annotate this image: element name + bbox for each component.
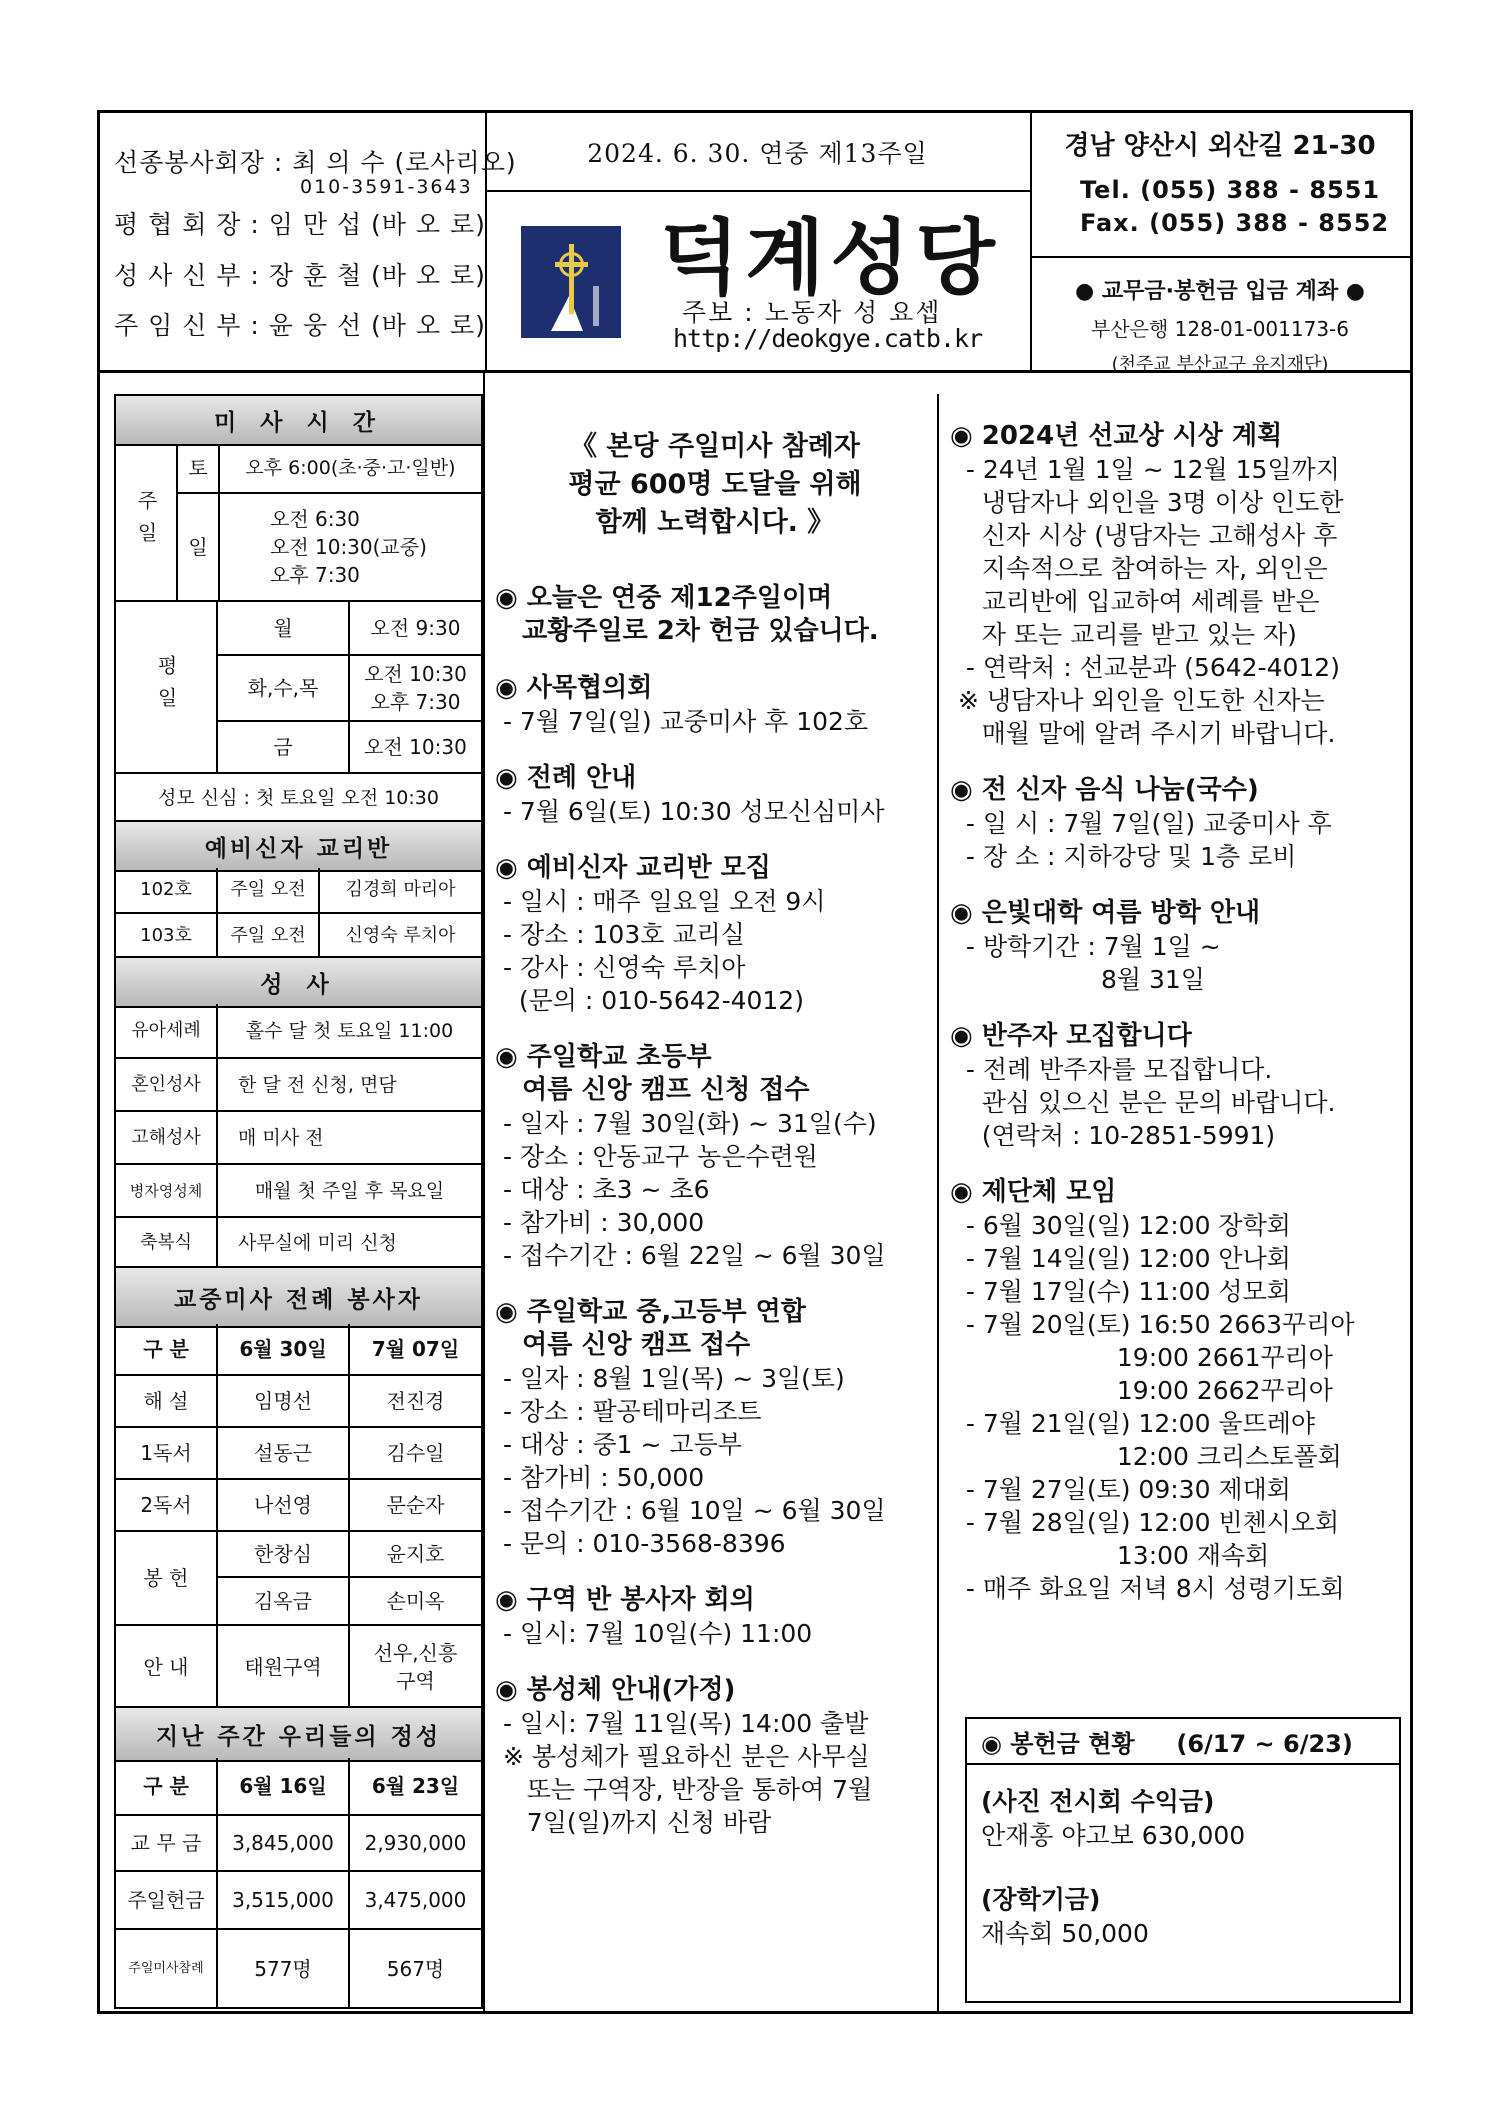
account-owner: (천주교 부산교구 유지재단) xyxy=(1111,354,1329,375)
notice-line: - 매주 화요일 저녁 8시 성령기도회 xyxy=(950,1574,1345,1603)
notice-line: - 문의 : 010-3568-8396 xyxy=(495,1529,786,1558)
sunday-day: 일 xyxy=(188,535,208,559)
notice-line: - 참가비 : 50,000 xyxy=(495,1463,705,1492)
notice-heading: ◉ 예비신자 교리반 모집 xyxy=(495,853,771,883)
cross-icon xyxy=(521,226,621,338)
staff-panel xyxy=(100,113,517,370)
notice-line: 7일(일)까지 신청 바람 xyxy=(495,1808,772,1837)
liturgy-person: 문순자 xyxy=(386,1493,445,1517)
offering-head: 6월 16일 xyxy=(239,1774,327,1798)
notice-line: 19:00 2661꾸리아 xyxy=(950,1343,1333,1372)
class-time: 주일 오전 xyxy=(230,879,306,900)
offering-amount: 577명 xyxy=(254,1956,312,1981)
tue-thu-times xyxy=(350,656,481,720)
notice-line: - 장소 : 103호 교리실 xyxy=(495,920,745,949)
weekday-label xyxy=(116,602,216,772)
donation-line xyxy=(981,1853,1385,1883)
contact-panel xyxy=(1030,113,1410,375)
column-divider xyxy=(937,394,939,2011)
account-title: ● 교무금·봉헌금 입금 계좌 ● xyxy=(1075,279,1365,304)
notice-heading: ◉ 사목협의회 xyxy=(495,673,653,703)
sunday-times xyxy=(220,494,481,600)
notice-heading: ◉ 제단체 모임 xyxy=(950,1177,1117,1207)
donation-status-body xyxy=(967,1765,1399,1971)
liturgy-person: 나선영 xyxy=(254,1493,312,1517)
notice-line: - 일시: 7월 10일(수) 11:00 xyxy=(495,1619,813,1648)
sunday-label xyxy=(116,444,176,600)
liturgy-head: 6월 30일 xyxy=(239,1337,327,1361)
middle-column xyxy=(495,428,935,1839)
notice-heading: ◉ 봉성체 안내(가정) xyxy=(495,1675,736,1705)
class-time: 주일 오전 xyxy=(230,925,306,946)
offering-title: 지난 주간 우리들의 정성 xyxy=(116,1706,481,1762)
notice-line: - 장 소 : 지하강당 및 1층 로비 xyxy=(950,842,1297,871)
offering-item: 주일미사참례 xyxy=(128,1960,204,1976)
notice-line: - 접수기간 : 6월 10일 ~ 6월 30일 xyxy=(495,1496,886,1525)
notice-heading: ◉ 전례 안내 xyxy=(495,763,637,793)
sacrament-name: 고해성사 xyxy=(131,1126,201,1148)
sacraments-title: 성 사 xyxy=(116,956,481,1008)
notice-line: - 일자 : 8월 1일(목) ~ 3일(토) xyxy=(495,1364,845,1393)
saturday-time: 오후 6:00(초·중·고·일반) xyxy=(245,457,456,479)
monday-time: 오전 9:30 xyxy=(370,616,461,640)
notice-line: 관심 있으신 분은 문의 바랍니다. xyxy=(950,1088,1336,1117)
sunday-time: 오후 7:30 xyxy=(270,563,360,587)
sunday-time: 오전 10:30(교중) xyxy=(270,535,427,559)
notice-line: 자 또는 교리를 받고 있는 자) xyxy=(950,620,1297,649)
offering-amount: 3,475,000 xyxy=(364,1888,467,1912)
staff-phone: 010-3591-3643 xyxy=(300,176,473,198)
offering-head: 6월 23일 xyxy=(371,1774,460,1798)
catechumen-title: 예비신자 교리반 xyxy=(116,820,481,872)
right-column xyxy=(950,420,1400,1605)
left-sidebar xyxy=(114,394,483,2009)
donation-status-box xyxy=(965,1717,1401,2003)
offering-amount: 3,515,000 xyxy=(232,1888,334,1912)
staff-line: 주 임 신 부 : 윤 웅 선 (바 오 로) xyxy=(114,311,486,340)
website-link[interactable]: http://deokgye.catb.kr xyxy=(673,324,983,353)
notice-line: - 24년 1월 1일 ~ 12월 15일까지 xyxy=(950,455,1340,484)
liturgy-title: 교중미사 전례 봉사자 xyxy=(116,1266,481,1328)
notice-line: - 7월 21일(일) 12:00 울뜨레야 xyxy=(950,1409,1316,1438)
liturgy-person: 태원구역 xyxy=(244,1655,322,1679)
sacrament-info: 매월 첫 주일 후 목요일 xyxy=(254,1179,445,1202)
friday-time: 오전 10:30 xyxy=(364,735,467,759)
offering-amount: 3,845,000 xyxy=(232,1831,334,1855)
telephone: Tel. (055) 388 - 8551 xyxy=(1080,176,1381,204)
bulletin-date: 2024. 6. 30. 연중 제13주일 xyxy=(485,113,1030,192)
monday-day: 월 xyxy=(273,616,293,640)
middle-notices xyxy=(495,582,935,1839)
liturgy-head: 7월 07일 xyxy=(371,1337,460,1361)
fax: Fax. (055) 388 - 8552 xyxy=(1080,209,1390,237)
weekday-label-text: 평일 xyxy=(154,655,178,719)
liturgy-person: 전진경 xyxy=(386,1389,445,1413)
liturgy-role: 2독서 xyxy=(140,1493,192,1517)
notice-line: - 일시 : 매주 일요일 오전 9시 xyxy=(495,887,826,916)
sacrament-info: 매 미사 전 xyxy=(238,1126,324,1149)
notice-heading: 여름 신앙 캠프 신청 접수 xyxy=(495,1075,810,1105)
notice-line: - 연락처 : 선교분과 (5642-4012) xyxy=(950,653,1340,682)
address: 경남 양산시 외산길 21-30 xyxy=(1064,131,1376,161)
notice-line: - 장소 : 안동교구 농은수련원 xyxy=(495,1142,818,1171)
saturday-day: 토 xyxy=(188,456,208,480)
liturgy-person: 한창심 xyxy=(254,1542,312,1566)
offering-head: 구 분 xyxy=(143,1774,189,1798)
notice-line: - 7월 14일(일) 12:00 안나회 xyxy=(950,1244,1291,1273)
liturgy-person: 김옥금 xyxy=(254,1589,312,1613)
donation-line: 안재홍 야고보 630,000 xyxy=(981,1821,1246,1850)
notice-line: - 방학기간 : 7월 1일 ~ xyxy=(950,932,1221,961)
notice-line: 교리반에 입교하여 세례를 받은 xyxy=(950,587,1320,616)
notice-line: - 접수기간 : 6월 22일 ~ 6월 30일 xyxy=(495,1241,886,1270)
donation-line: 재속회 50,000 xyxy=(981,1919,1149,1948)
account-number: 부산은행 128-01-001173-6 xyxy=(1091,317,1349,341)
header xyxy=(100,113,1410,373)
staff-line: 성 사 신 부 : 장 훈 철 (바 오 로) xyxy=(114,261,486,290)
notice-line: - 대상 : 초3 ~ 초6 xyxy=(495,1175,710,1204)
notice-line: - 대상 : 중1 ~ 고등부 xyxy=(495,1430,742,1459)
sacrament-name: 유아세례 xyxy=(131,1019,201,1041)
column-divider xyxy=(483,370,485,2011)
donation-line: (장학기금) xyxy=(981,1885,1101,1914)
notice-line: 8월 31일 xyxy=(950,965,1205,994)
mass-times-title: 미 사 시 간 xyxy=(116,396,481,446)
right-notices xyxy=(950,420,1400,1605)
notice-heading: ◉ 2024년 선교상 시상 계획 xyxy=(950,421,1283,451)
notice-line: - 6월 30일(일) 12:00 장학회 xyxy=(950,1211,1291,1240)
donation-status-title: ◉ 봉헌금 현황 (6/17 ~ 6/23) xyxy=(967,1719,1399,1765)
devotion-mass: 성모 신심 : 첫 토요일 오전 10:30 xyxy=(158,787,439,809)
notice-line: 매월 말에 알려 주시기 바랍니다. xyxy=(950,719,1336,748)
offertory-label: 봉 헌 xyxy=(143,1566,189,1590)
class-teacher: 김경희 마리아 xyxy=(345,879,456,900)
notice-line: - 7월 6일(토) 10:30 성모신심미사 xyxy=(495,797,885,826)
sunday-label-text: 주일 xyxy=(134,490,158,554)
church-name: 덕계성당 xyxy=(660,211,1001,306)
liturgy-person: 임명선 xyxy=(254,1389,312,1413)
notice-line: 13:00 재속회 xyxy=(950,1541,1270,1570)
notice-line: (연락처 : 10-2851-5991) xyxy=(950,1121,1276,1150)
title-panel xyxy=(485,113,1032,370)
notice-line: - 강사 : 신영숙 루치아 xyxy=(495,953,746,982)
offering-amount: 2,930,000 xyxy=(364,1831,467,1855)
class-room: 103호 xyxy=(140,925,192,946)
offering-amount: 567명 xyxy=(386,1956,445,1981)
notice-line: 또는 구역장, 반장을 통하여 7월 xyxy=(495,1775,873,1804)
sunday-time: 오전 6:30 xyxy=(270,507,360,531)
notice-heading: ◉ 구역 반 봉사자 회의 xyxy=(495,1585,755,1615)
notice-line: ※ 냉담자나 외인을 인도한 신자는 xyxy=(950,686,1325,715)
notice-line: - 7월 7일(일) 교중미사 후 102호 xyxy=(495,707,869,736)
patron-saint: 주보 : 노동자 성 요셉 xyxy=(682,298,942,327)
church-logo xyxy=(521,226,621,338)
announcement-line: 《 본당 주일미사 참례자 xyxy=(570,431,860,462)
tue-thu-day: 화,수,목 xyxy=(247,676,319,700)
offering-item: 주일헌금 xyxy=(127,1888,205,1912)
sacrament-info: 홀수 달 첫 토요일 11:00 xyxy=(245,1019,454,1042)
liturgy-role: 안 내 xyxy=(143,1655,189,1679)
notice-line: 12:00 크리스토폴회 xyxy=(950,1442,1342,1471)
friday-day: 금 xyxy=(273,735,293,759)
staff-line: 선종봉사회장 : 최 의 수 (로사리오) xyxy=(114,148,517,177)
notice-line: - 일시: 7월 11일(목) 14:00 출발 xyxy=(495,1709,869,1738)
notice-heading: ◉ 주일학교 초등부 xyxy=(495,1042,712,1072)
notice-heading: ◉ 주일학교 중,고등부 연합 xyxy=(495,1297,806,1327)
notice-line: - 7월 27일(토) 09:30 제대회 xyxy=(950,1475,1291,1504)
liturgy-person: 손미옥 xyxy=(386,1589,445,1613)
notice-heading: 여름 신앙 캠프 접수 xyxy=(495,1330,751,1360)
notice-heading: 교황주일로 2차 헌금 있습니다. xyxy=(495,616,879,646)
liturgy-role: 해 설 xyxy=(143,1389,189,1413)
notice-line: 신자 시상 (냉담자는 고해성사 후 xyxy=(950,521,1338,550)
notice-line: - 7월 17일(수) 11:00 성모회 xyxy=(950,1277,1291,1306)
announcement-line: 평균 600명 도달을 위해 xyxy=(568,469,862,500)
sacrament-name: 축복식 xyxy=(139,1232,193,1253)
notice-line: - 장소 : 팔공테마리조트 xyxy=(495,1397,762,1426)
class-room: 102호 xyxy=(140,879,192,900)
class-teacher: 신영숙 루치아 xyxy=(345,925,456,946)
notice-line: - 일 시 : 7월 7일(일) 교중미사 후 xyxy=(950,809,1332,838)
liturgy-person: 윤지호 xyxy=(386,1542,445,1566)
weekday-time: 오전 10:30 xyxy=(364,662,467,686)
bank-account xyxy=(1030,256,1410,375)
liturgy-person: 김수일 xyxy=(386,1441,445,1465)
donation-line: (사진 전시회 수익금) xyxy=(981,1787,1215,1816)
notice-line: - 7월 28일(일) 12:00 빈첸시오회 xyxy=(950,1508,1340,1537)
sacrament-info: 한 달 전 신청, 면담 xyxy=(238,1073,397,1096)
announcement-line: 함께 노력합시다. 》 xyxy=(595,507,835,538)
liturgy-head: 구 분 xyxy=(143,1337,189,1361)
notice-heading: ◉ 반주자 모집합니다 xyxy=(950,1021,1192,1051)
liturgy-person: 설동근 xyxy=(254,1441,312,1465)
offering-item: 교 무 금 xyxy=(130,1831,202,1855)
notice-line: - 참가비 : 30,000 xyxy=(495,1208,705,1237)
liturgy-person: 선우,신흥 구역 xyxy=(373,1641,458,1693)
notice-line: 지속적으로 참여하는 자, 외인은 xyxy=(950,554,1328,583)
weekday-time: 오후 7:30 xyxy=(370,690,461,714)
staff-line: 평 협 회 장 : 임 만 섭 (바 오 로) xyxy=(114,210,486,239)
notice-line: - 7월 20일(토) 16:50 2663꾸리아 xyxy=(950,1310,1355,1339)
notice-heading: ◉ 은빛대학 여름 방학 안내 xyxy=(950,898,1261,928)
notice-heading: ◉ 오늘은 연중 제12주일이며 xyxy=(495,583,833,613)
notice-line: ※ 봉성체가 필요하신 분은 사무실 xyxy=(495,1742,870,1771)
bulletin-page xyxy=(97,110,1413,2014)
notice-line: 냉담자나 외인을 3명 이상 인도한 xyxy=(950,488,1344,517)
notice-line: (문의 : 010-5642-4012) xyxy=(495,986,804,1015)
liturgy-role: 1독서 xyxy=(140,1441,192,1465)
sacrament-name: 혼인성사 xyxy=(131,1073,201,1095)
notice-line: 19:00 2662꾸리아 xyxy=(950,1376,1333,1405)
sacrament-info: 사무실에 미리 신청 xyxy=(238,1232,397,1254)
notice-line: - 전례 반주자를 모집합니다. xyxy=(950,1055,1273,1084)
sacrament-name: 병자영성체 xyxy=(129,1181,203,1200)
notice-line: - 일자 : 7월 30일(화) ~ 31일(수) xyxy=(495,1109,877,1138)
announcement-banner xyxy=(495,428,935,542)
notice-heading: ◉ 전 신자 음식 나눔(국수) xyxy=(950,775,1259,805)
